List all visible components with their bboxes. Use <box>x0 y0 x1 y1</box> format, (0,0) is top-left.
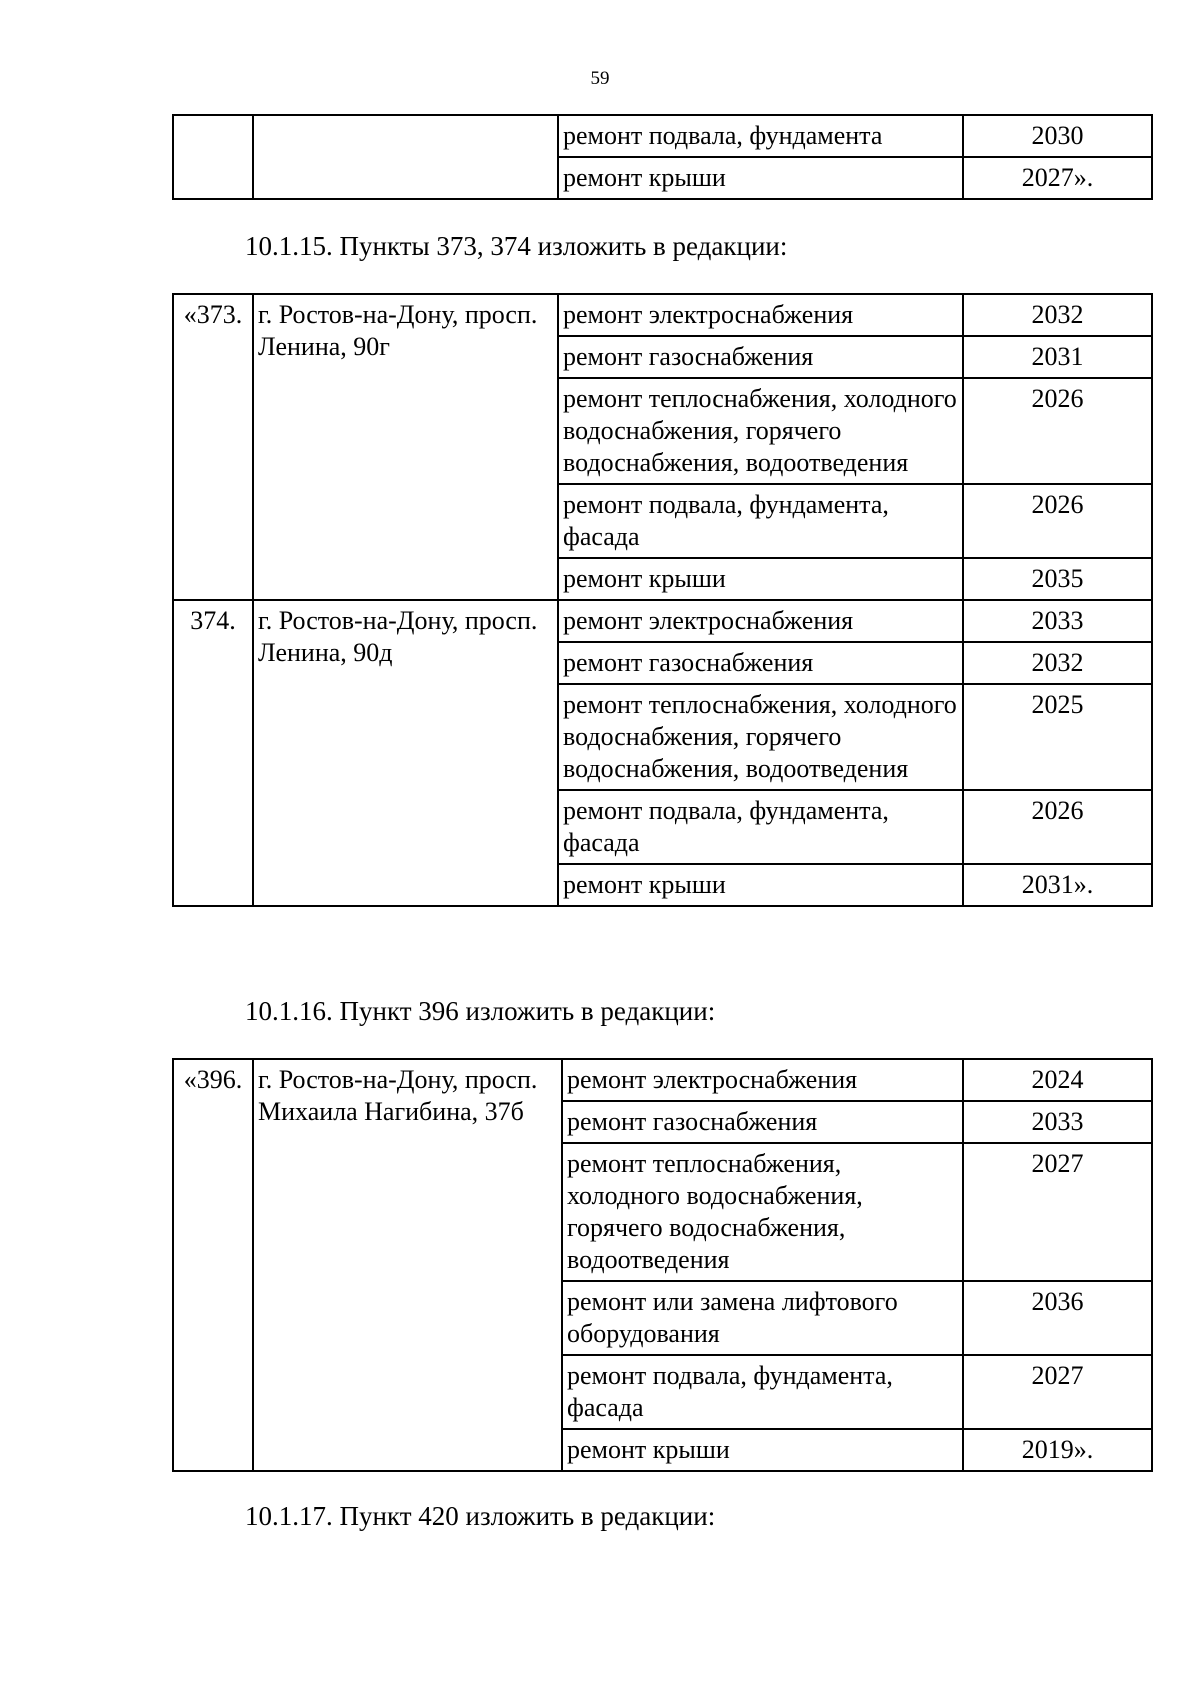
year-cell: 2019». <box>963 1429 1152 1471</box>
year-cell: 2027». <box>963 157 1152 199</box>
work-type-cell: ремонт теплоснабжения, холодного водоснабжения, горячего водоснабжения, водоотведения <box>558 378 963 484</box>
address-cell: г. Ростов-на-Дону, просп. Михаила Нагибина, 37б <box>253 1059 562 1471</box>
address-cell: г. Ростов-на-Дону, просп. Ленина, 90д <box>253 600 558 906</box>
year-cell: 2026 <box>963 484 1152 558</box>
year-cell: 2027 <box>963 1143 1152 1281</box>
work-type-cell: ремонт электроснабжения <box>558 600 963 642</box>
work-type-cell: ремонт газоснабжения <box>558 642 963 684</box>
work-type-cell: ремонт крыши <box>562 1429 963 1471</box>
item-number-cell <box>173 115 253 199</box>
work-type-cell: ремонт крыши <box>558 864 963 906</box>
work-type-cell: ремонт подвала, фундамента, фасада <box>562 1355 963 1429</box>
year-cell: 2033 <box>963 1101 1152 1143</box>
year-cell: 2035 <box>963 558 1152 600</box>
table-row <box>173 1059 1152 1101</box>
page-number: 59 <box>590 68 610 89</box>
work-type-cell: ремонт газоснабжения <box>562 1101 963 1143</box>
work-type-cell: ремонт подвала, фундамента, фасада <box>558 484 963 558</box>
work-type-cell: ремонт теплоснабжения, холодного водоснабжения, горячего водоснабжения, водоотведения <box>562 1143 963 1281</box>
works-table-396 <box>172 1058 1153 1472</box>
paragraph-10-1-17: 10.1.17. Пункт 420 изложить в редакции: <box>245 1501 716 1531</box>
paragraph-10-1-16: 10.1.16. Пункт 396 изложить в редакции: <box>245 996 716 1026</box>
work-type-cell: ремонт электроснабжения <box>562 1059 963 1101</box>
table-row <box>173 600 1152 642</box>
address-cell <box>253 115 558 199</box>
year-cell: 2025 <box>963 684 1152 790</box>
work-type-cell: ремонт теплоснабжения, холодного водоснабжения, горячего водоснабжения, водоотведения <box>558 684 963 790</box>
works-table-continuation <box>172 114 1153 200</box>
year-cell: 2031». <box>963 864 1152 906</box>
year-cell: 2032 <box>963 294 1152 336</box>
work-type-cell: ремонт газоснабжения <box>558 336 963 378</box>
work-type-cell: ремонт подвала, фундамента, фасада <box>558 790 963 864</box>
year-cell: 2033 <box>963 600 1152 642</box>
year-cell: 2026 <box>963 790 1152 864</box>
item-number-cell: «373. <box>173 294 253 600</box>
year-cell: 2030 <box>963 115 1152 157</box>
works-table-373-374 <box>172 293 1153 907</box>
year-cell: 2031 <box>963 336 1152 378</box>
year-cell: 2032 <box>963 642 1152 684</box>
table-row <box>173 115 1152 157</box>
year-cell: 2036 <box>963 1281 1152 1355</box>
address-cell: г. Ростов-на-Дону, просп. Ленина, 90г <box>253 294 558 600</box>
work-type-cell: ремонт электроснабжения <box>558 294 963 336</box>
item-number-cell: 374. <box>173 600 253 906</box>
item-number-cell: «396. <box>173 1059 253 1471</box>
work-type-cell: ремонт или замена лифтового оборудования <box>562 1281 963 1355</box>
work-type-cell: ремонт крыши <box>558 157 963 199</box>
table-row <box>173 294 1152 336</box>
work-type-cell: ремонт подвала, фундамента <box>558 115 963 157</box>
work-type-cell: ремонт крыши <box>558 558 963 600</box>
paragraph-10-1-15: 10.1.15. Пункты 373, 374 изложить в редакции: <box>245 231 788 261</box>
year-cell: 2027 <box>963 1355 1152 1429</box>
year-cell: 2026 <box>963 378 1152 484</box>
year-cell: 2024 <box>963 1059 1152 1101</box>
